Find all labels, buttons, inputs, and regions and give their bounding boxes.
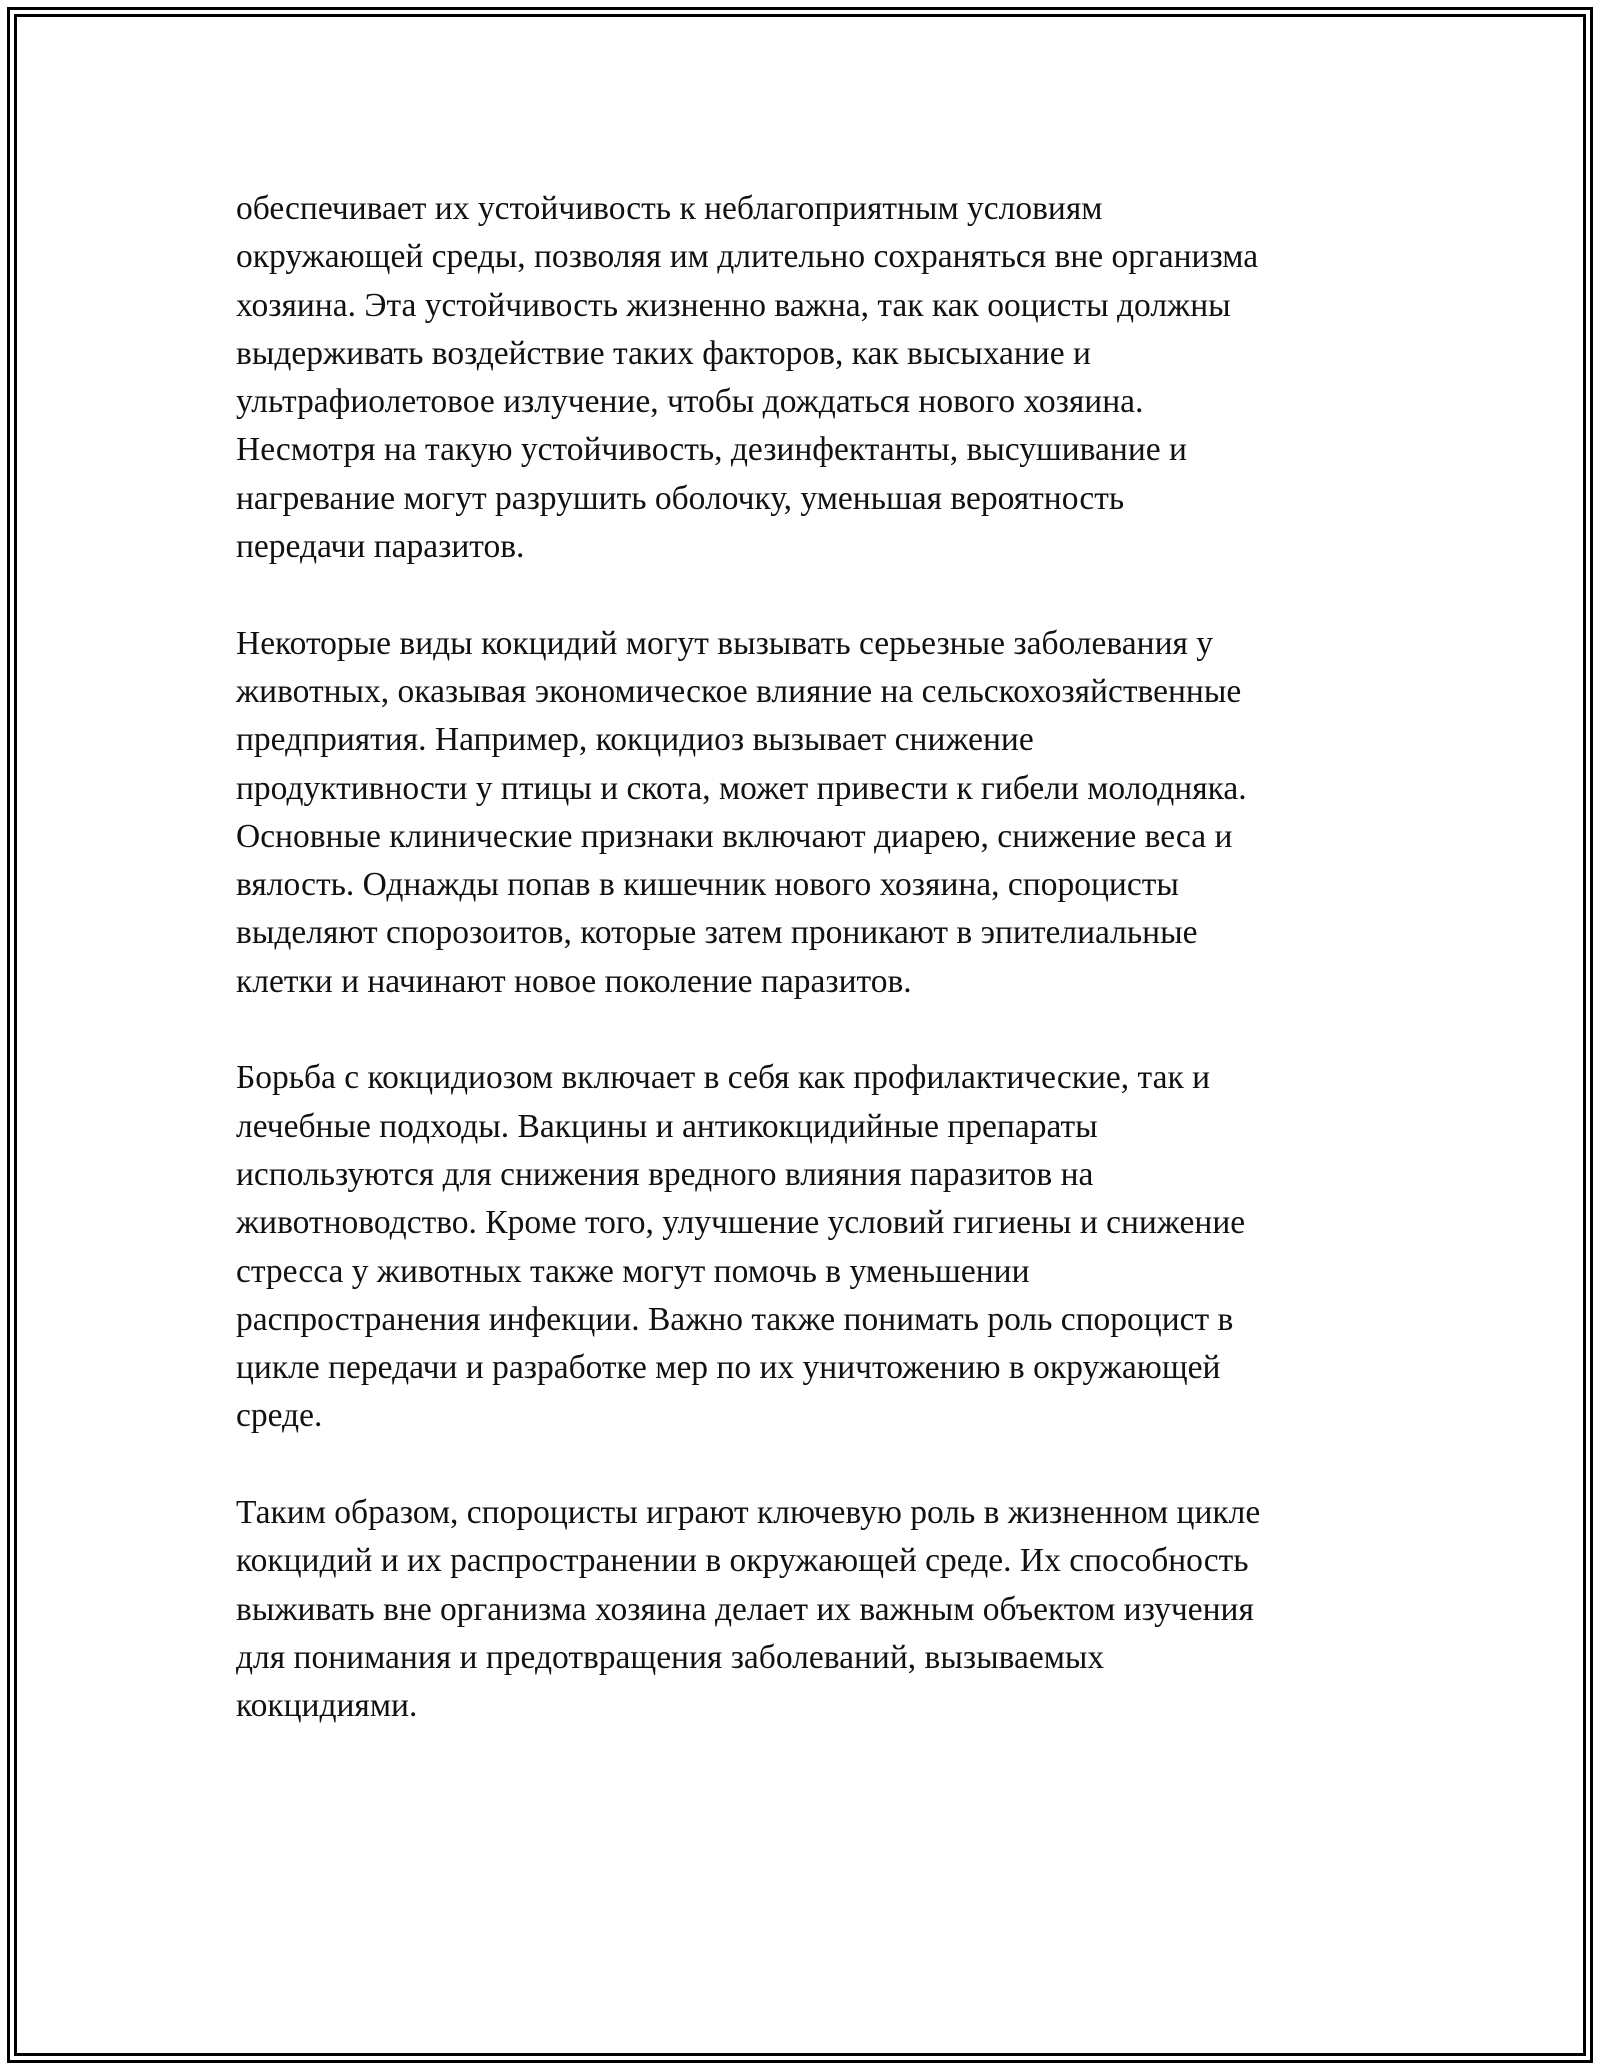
text-line: используются для снижения вредного влияния паразитов на	[236, 1155, 1094, 1193]
text-line: животноводство. Кроме того, улучшение условий гигиены и снижение	[236, 1204, 1246, 1242]
text-line: выделяют спорозоитов, которые затем проникают в эпителиальные	[236, 914, 1198, 952]
text-line: лечебные подходы. Вакцины и антикокцидийные препараты	[236, 1107, 1098, 1145]
text-line: стресса у животных также могут помочь в уменьшении	[236, 1252, 1030, 1290]
text-line: обеспечивает их устойчивость к неблагоприятным условиям	[236, 190, 1103, 227]
text-line: клетки и начинают новое поколение паразитов.	[236, 962, 912, 1000]
text-line: Таким образом, спороцисты играют ключевую роль в жизненном цикле	[236, 1494, 1261, 1532]
text-line: для понимания и предотвращения заболеваний, вызываемых	[236, 1638, 1105, 1676]
text-line: Некоторые виды кокцидий могут вызывать серьезные заболевания у	[236, 624, 1214, 662]
paragraph-conclusion	[236, 1489, 1386, 1730]
text-line: Основные клинические признаки включают диарею, снижение веса и	[236, 817, 1233, 855]
text-line: животных, оказывая экономическое влияние на сельскохозяйственные	[236, 672, 1242, 710]
document-body	[236, 185, 1386, 1779]
text-line: распространения инфекции. Важно также понимать роль спороцист в	[236, 1300, 1234, 1338]
text-line: Несмотря на такую устойчивость, дезинфектанты, высушивание и	[236, 431, 1187, 469]
text-line: ультрафиолетовое излучение, чтобы дождаться нового хозяина.	[236, 383, 1144, 421]
text-line: предприятия. Например, кокцидиоз вызывает снижение	[236, 721, 1034, 759]
text-line: Борьба с кокцидиозом включает в себя как профилактические, так и	[236, 1059, 1211, 1097]
text-line: среде.	[236, 1397, 323, 1435]
text-line: цикле передачи и разработке мер по их уничтожению в окружающей	[236, 1349, 1221, 1387]
text-line: продуктивности у птицы и скота, может привести к гибели молодняка.	[236, 769, 1247, 807]
text-line: нагревание могут разрушить оболочку, уменьшая вероятность	[236, 479, 1125, 517]
text-line: окружающей среды, позволяя им длительно сохраняться вне организма	[236, 238, 1259, 276]
text-line: кокцидиями.	[236, 1687, 418, 1725]
paragraph-control-measures	[236, 1054, 1386, 1440]
text-line: вялость. Однажды попав в кишечник нового хозяина, спороцисты	[236, 866, 1179, 904]
text-line: кокцидий и их распространении в окружающей среде. Их способность	[236, 1542, 1249, 1580]
text-line: выживать вне организма хозяина делает их важным объектом изучения	[236, 1590, 1254, 1628]
paragraph-disease-impact	[236, 620, 1386, 1006]
text-line: выдерживать воздействие таких факторов, как высыхание и	[236, 334, 1091, 372]
text-line: передачи паразитов.	[236, 528, 525, 566]
text-line: хозяина. Эта устойчивость жизненно важна, так как ооцисты должны	[236, 286, 1231, 324]
paragraph-oocyst-resistance	[236, 185, 1386, 571]
